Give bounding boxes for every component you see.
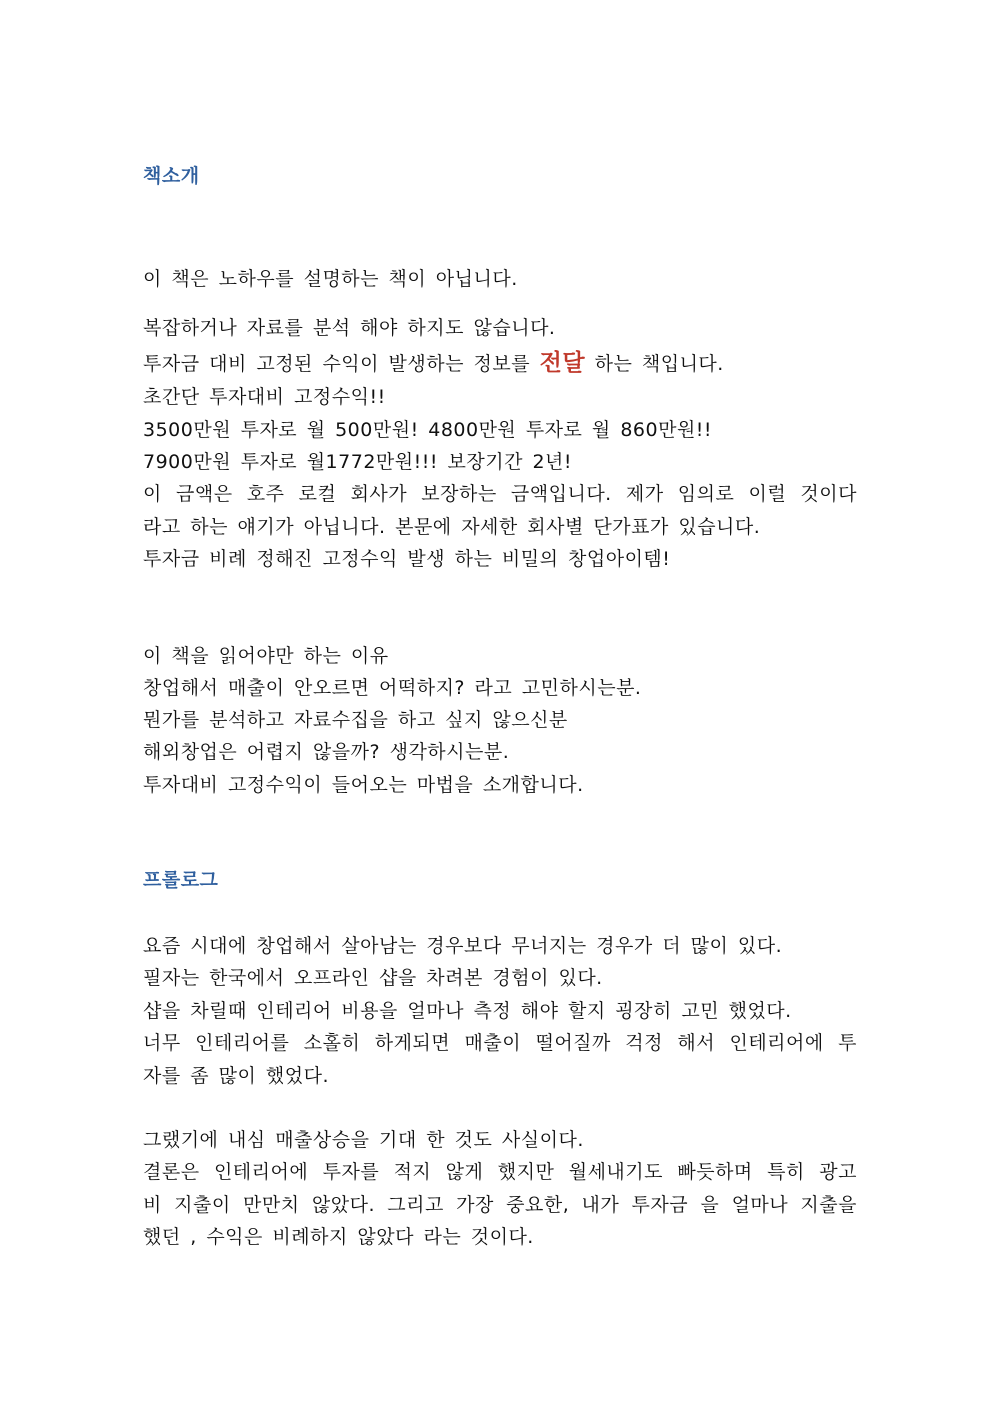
- highlighted-word: 전달: [539, 350, 586, 376]
- paragraph-line: 이 책은 노하우를 설명하는 책이 아닙니다.: [143, 268, 518, 290]
- paragraph-line: [143, 351, 724, 376]
- paragraph-line: 비 지출이 만만치 않았다. 그리고 가장 중요한, 내가 투자금 을 얼마나 지출을: [143, 1194, 857, 1216]
- paragraph-line: 3500만원 투자로 월 500만원! 4800만원 투자로 월 860만원!!: [143, 419, 713, 441]
- paragraph-line: 해외창업은 어렵지 않을까? 생각하시는분.: [143, 741, 510, 763]
- line-part: 하는 책입니다.: [594, 353, 724, 375]
- paragraph-line: 했던 , 수익은 비례하지 않았다 라는 것이다.: [143, 1226, 534, 1248]
- paragraph-line: 결론은 인테리어에 투자를 적지 않게 했지만 월세내기도 빠듯하며 특히 광고: [143, 1161, 857, 1183]
- paragraph-line: 투자대비 고정수익이 들어오는 마법을 소개합니다.: [143, 774, 584, 796]
- section-heading-book-intro: 책소개: [143, 165, 200, 187]
- paragraph-line: 7900만원 투자로 월1772만원!!! 보장기간 2년!: [143, 451, 573, 473]
- paragraph-line: 뭔가를 분석하고 자료수집을 하고 싶지 않으신분: [143, 709, 568, 731]
- paragraph-line: 이 책을 읽어야만 하는 이유: [143, 645, 389, 667]
- paragraph-line: 투자금 비례 정해진 고정수익 발생 하는 비밀의 창업아이템!: [143, 548, 671, 570]
- paragraph-line: 자를 좀 많이 했었다.: [143, 1065, 329, 1087]
- paragraph-line: 창업해서 매출이 안오르면 어떡하지? 라고 고민하시는분.: [143, 677, 642, 699]
- paragraph-line: 라고 하는 얘기가 아닙니다. 본문에 자세한 회사별 단가표가 있습니다.: [143, 516, 761, 538]
- paragraph-line: 그랬기에 내심 매출상승을 기대 한 것도 사실이다.: [143, 1129, 584, 1151]
- paragraph-line: 샵을 차릴때 인테리어 비용을 얼마나 측정 해야 할지 굉장히 고민 했었다.: [143, 1000, 792, 1022]
- section-heading-prologue: 프롤로그: [143, 869, 219, 891]
- paragraph-line: 너무 인테리어를 소홀히 하게되면 매출이 떨어질까 걱정 해서 인테리어에 투: [143, 1032, 857, 1054]
- paragraph-line: 복잡하거나 자료를 분석 해야 하지도 않습니다.: [143, 317, 556, 339]
- line-part: 투자금 대비 고정된 수익이 발생하는 정보를: [143, 353, 531, 375]
- paragraph-line: 필자는 한국에서 오프라인 샵을 차려본 경험이 있다.: [143, 967, 603, 989]
- paragraph-line: 초간단 투자대비 고정수익!!: [143, 386, 386, 408]
- paragraph-line: 요즘 시대에 창업해서 살아남는 경우보다 무너지는 경우가 더 많이 있다.: [143, 935, 783, 957]
- paragraph-line: 이 금액은 호주 로컬 회사가 보장하는 금액입니다. 제가 임의로 이럴 것이다: [143, 483, 857, 505]
